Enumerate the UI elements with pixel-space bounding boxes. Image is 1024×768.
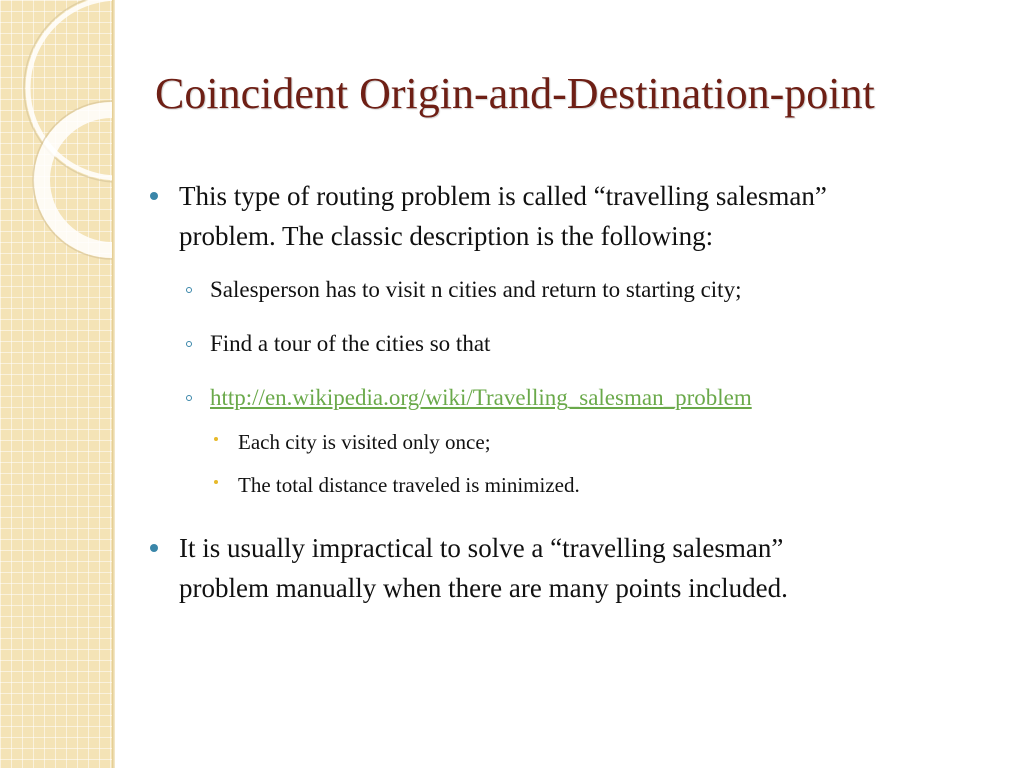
bullet-ring-icon <box>186 287 192 293</box>
subsubbullet-distance-minimized <box>214 471 580 499</box>
wikipedia-link[interactable]: http://en.wikipedia.org/wiki/Travelling_salesman_problem <box>210 385 752 410</box>
bullet-dot-small-icon <box>214 437 218 441</box>
bullet-dot-small-icon <box>214 480 218 484</box>
bullet-line: problem manually when there are many points included. <box>179 573 788 603</box>
subsubbullet-text: Each city is visited only once; <box>238 430 491 454</box>
bullet-line: It is usually impractical to solve a “travelling salesman” <box>179 533 784 563</box>
subbullet-link <box>186 383 752 413</box>
subsubbullet-text: The total distance traveled is minimized. <box>238 473 580 497</box>
bullet-impractical <box>150 528 788 608</box>
bullet-routing-problem <box>150 176 827 256</box>
subbullet-text: Salesperson has to visit n cities and return to starting city; <box>210 277 742 302</box>
subbullet-salesperson <box>186 275 741 305</box>
bullet-ring-icon <box>186 341 192 347</box>
bullet-dot-icon <box>150 544 158 552</box>
decorative-side-band <box>0 0 112 768</box>
subsubbullet-visited-once <box>214 428 491 456</box>
side-band-edge <box>112 0 115 768</box>
bullet-line: This type of routing problem is called “travelling salesman” <box>179 181 827 211</box>
bullet-line: problem. The classic description is the following: <box>179 221 714 251</box>
subbullet-find-tour <box>186 329 490 359</box>
bullet-ring-icon <box>186 395 192 401</box>
subbullet-text: Find a tour of the cities so that <box>210 331 491 356</box>
slide-title: Coincident Origin-and-Destination-point <box>155 69 875 118</box>
bullet-dot-icon <box>150 192 158 200</box>
decorative-rings <box>0 0 112 768</box>
